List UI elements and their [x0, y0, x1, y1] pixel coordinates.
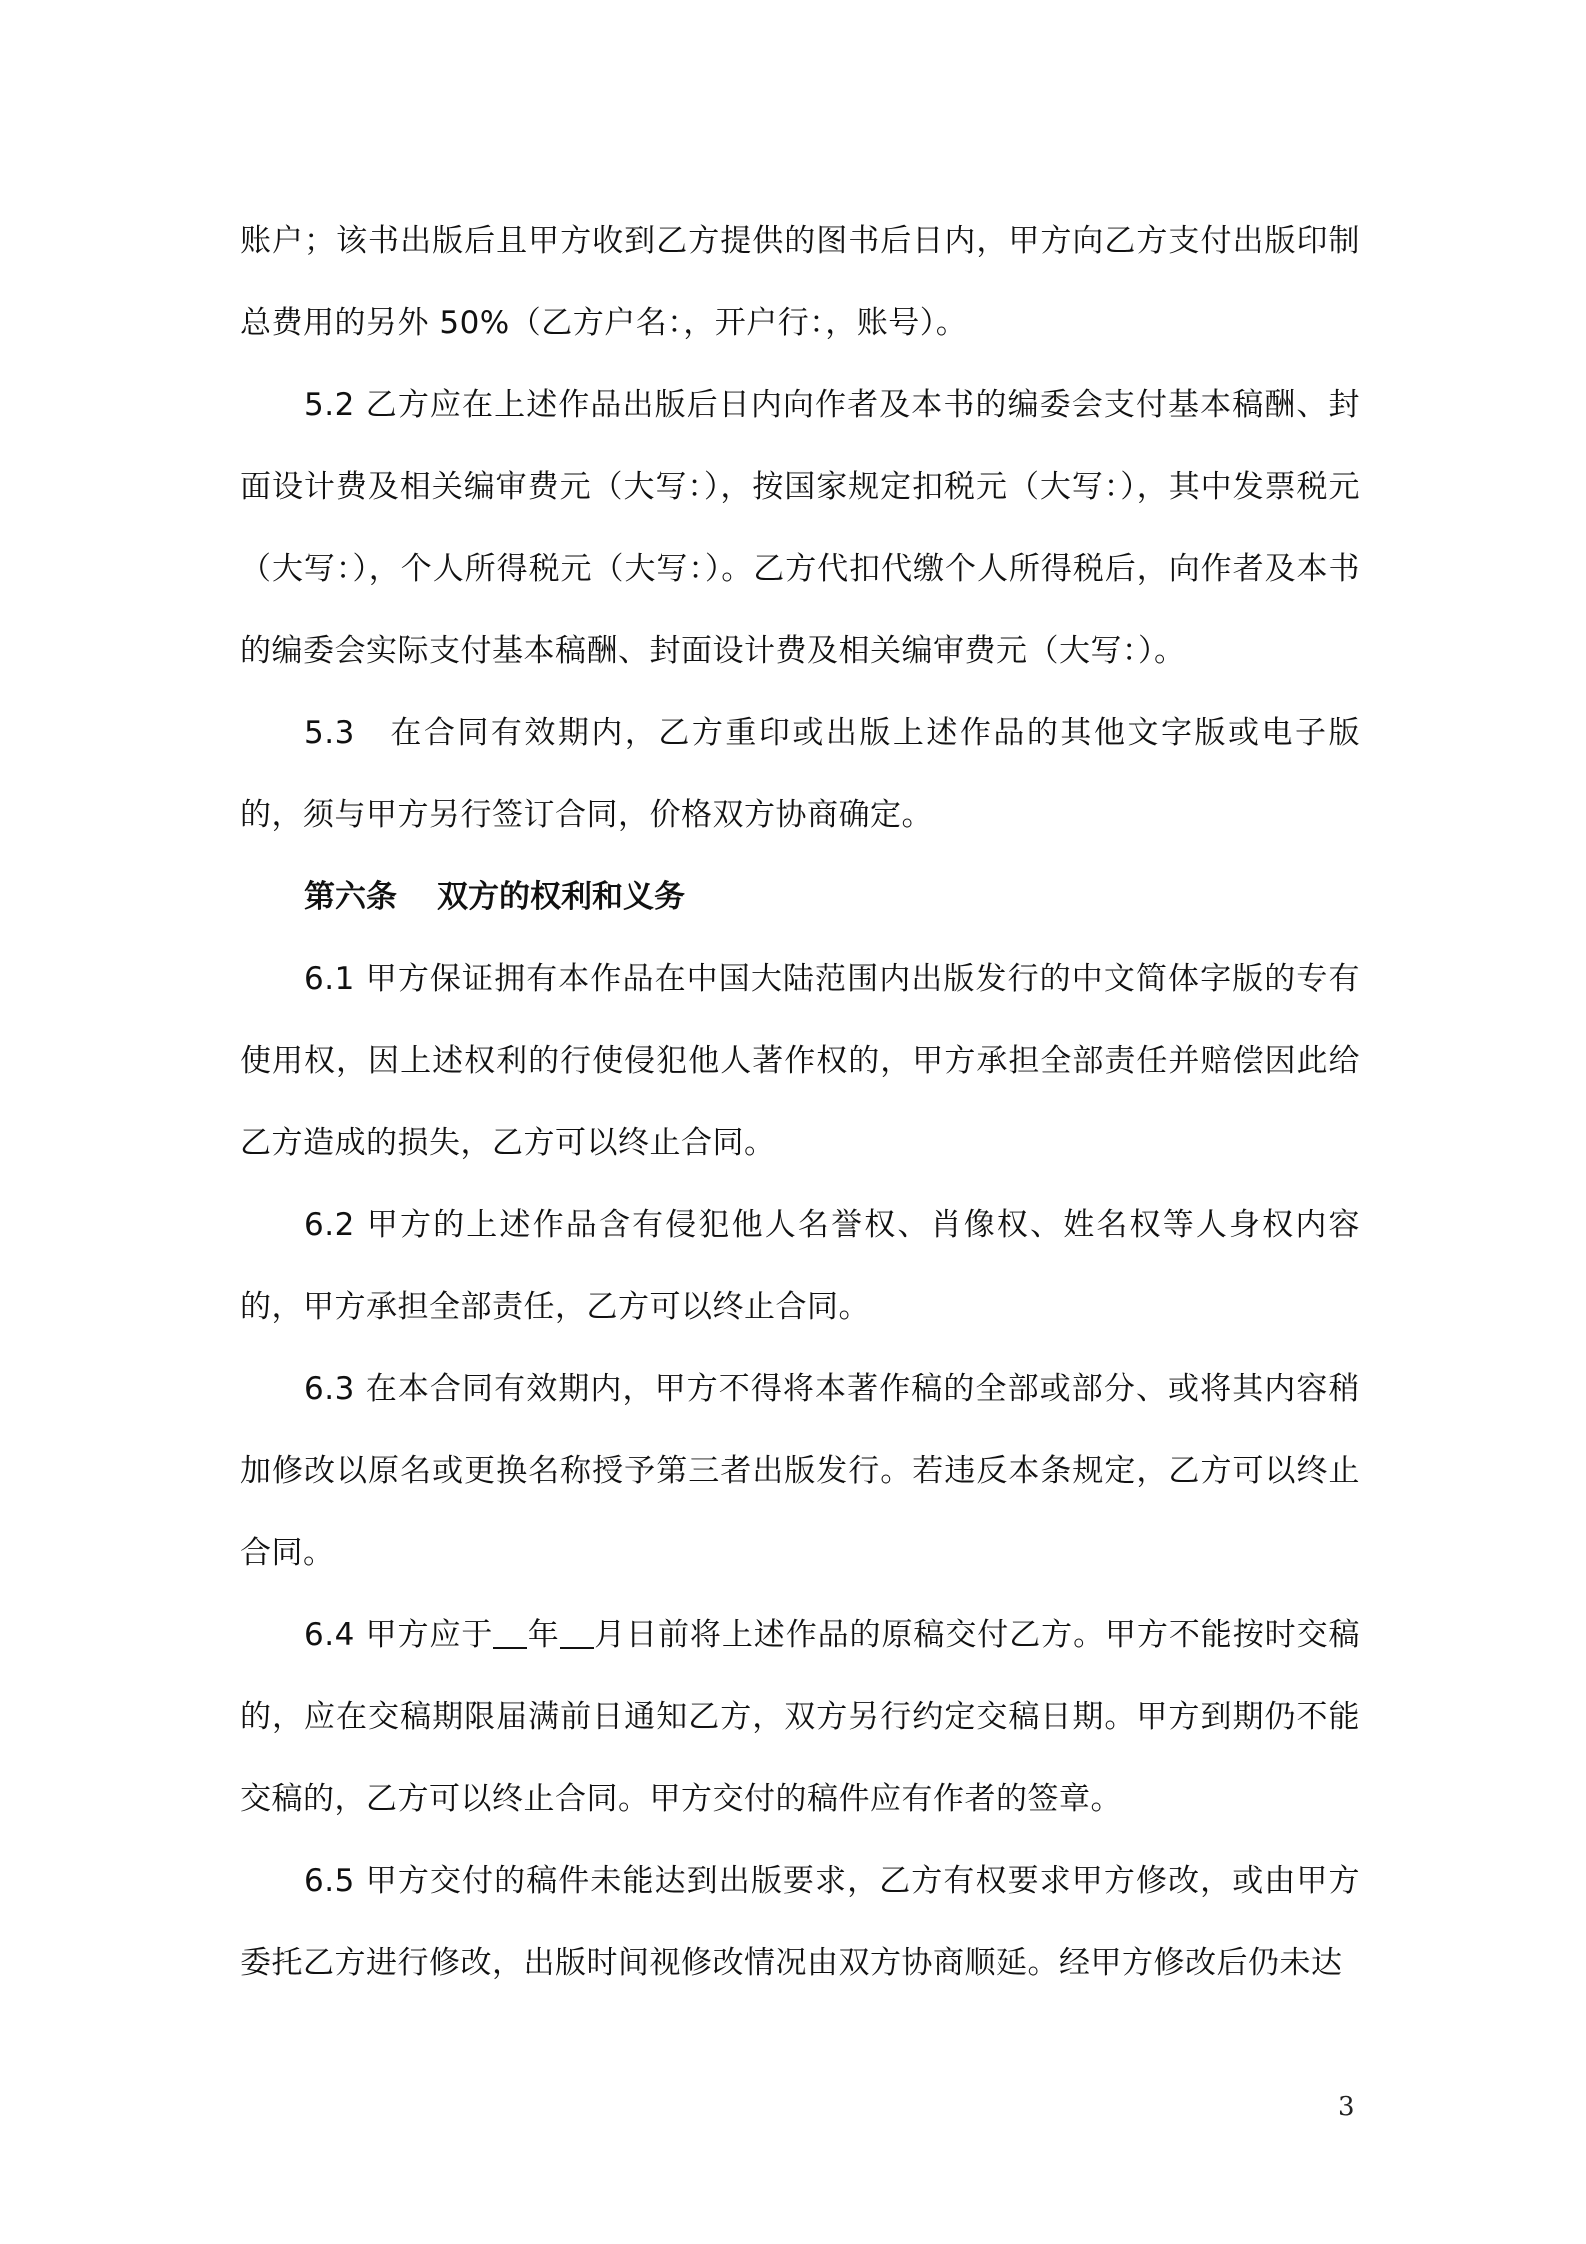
- paragraph-6-4-part2: 年: [527, 1617, 560, 1653]
- paragraph-6-4-part1: 6.4 甲方应于: [304, 1617, 494, 1653]
- document-body: [240, 200, 1360, 2004]
- page-number: 3: [1338, 2092, 1355, 2122]
- paragraph-5-2: 5.2 乙方应在上述作品出版后日内向作者及本书的编委会支付基本稿酬、封面设计费及相关编审费元（大写：），按国家规定扣税元（大写：），其中发票税元（大写：），个人所得税元（大写：）。乙方代扣代缴个人所得税后，向作者及本书的编委会实际支付基本稿酬、封面设计费及相关编审费元（大写：）。: [240, 387, 1360, 669]
- paragraph-6-1: 6.1 甲方保证拥有本作品在中国大陆范围内出版发行的中文简体字版的专有使用权，因上述权利的行使侵犯他人著作权的，甲方承担全部责任并赔偿因此给乙方造成的损失，乙方可以终止合同。: [240, 961, 1360, 1161]
- paragraph-6-4: [240, 1594, 1360, 1840]
- year-blank: [493, 1616, 527, 1649]
- paragraph-6-5: 6.5 甲方交付的稿件未能达到出版要求，乙方有权要求甲方修改，或由甲方委托乙方进行修改，出版时间视修改情况由双方协商顺延。经甲方修改后仍未达: [240, 1863, 1360, 1981]
- section-number: 第六条: [304, 879, 397, 915]
- section-title: 双方的权利和义务: [437, 879, 685, 915]
- section-heading-article-6: [240, 856, 1360, 938]
- month-blank: [560, 1616, 594, 1649]
- paragraph-6-2: 6.2 甲方的上述作品含有侵犯他人名誉权、肖像权、姓名权等人身权内容的，甲方承担全部责任，乙方可以终止合同。: [240, 1207, 1360, 1325]
- paragraph-5-3: 5.3 在合同有效期内，乙方重印或出版上述作品的其他文字版或电子版的，须与甲方另行签订合同，价格双方协商确定。: [240, 715, 1360, 833]
- paragraph-6-4-part3: 月日前将上述作品的原稿交付乙方。甲方不能按时交稿的，应在交稿期限届满前日通知乙方，双方另行约定交稿日期。甲方到期仍不能交稿的，乙方可以终止合同。甲方交付的稿件应有作者的签章。: [240, 1617, 1361, 1817]
- paragraph-5-1-continued: 账户；该书出版后且甲方收到乙方提供的图书后日内，甲方向乙方支付出版印制总费用的另外 50%（乙方户名：，开户行：，账号）。: [240, 223, 1360, 341]
- paragraph-6-3: 6.3 在本合同有效期内，甲方不得将本著作稿的全部或部分、或将其内容稍加修改以原名或更换名称授予第三者出版发行。若违反本条规定，乙方可以终止合同。: [240, 1371, 1360, 1571]
